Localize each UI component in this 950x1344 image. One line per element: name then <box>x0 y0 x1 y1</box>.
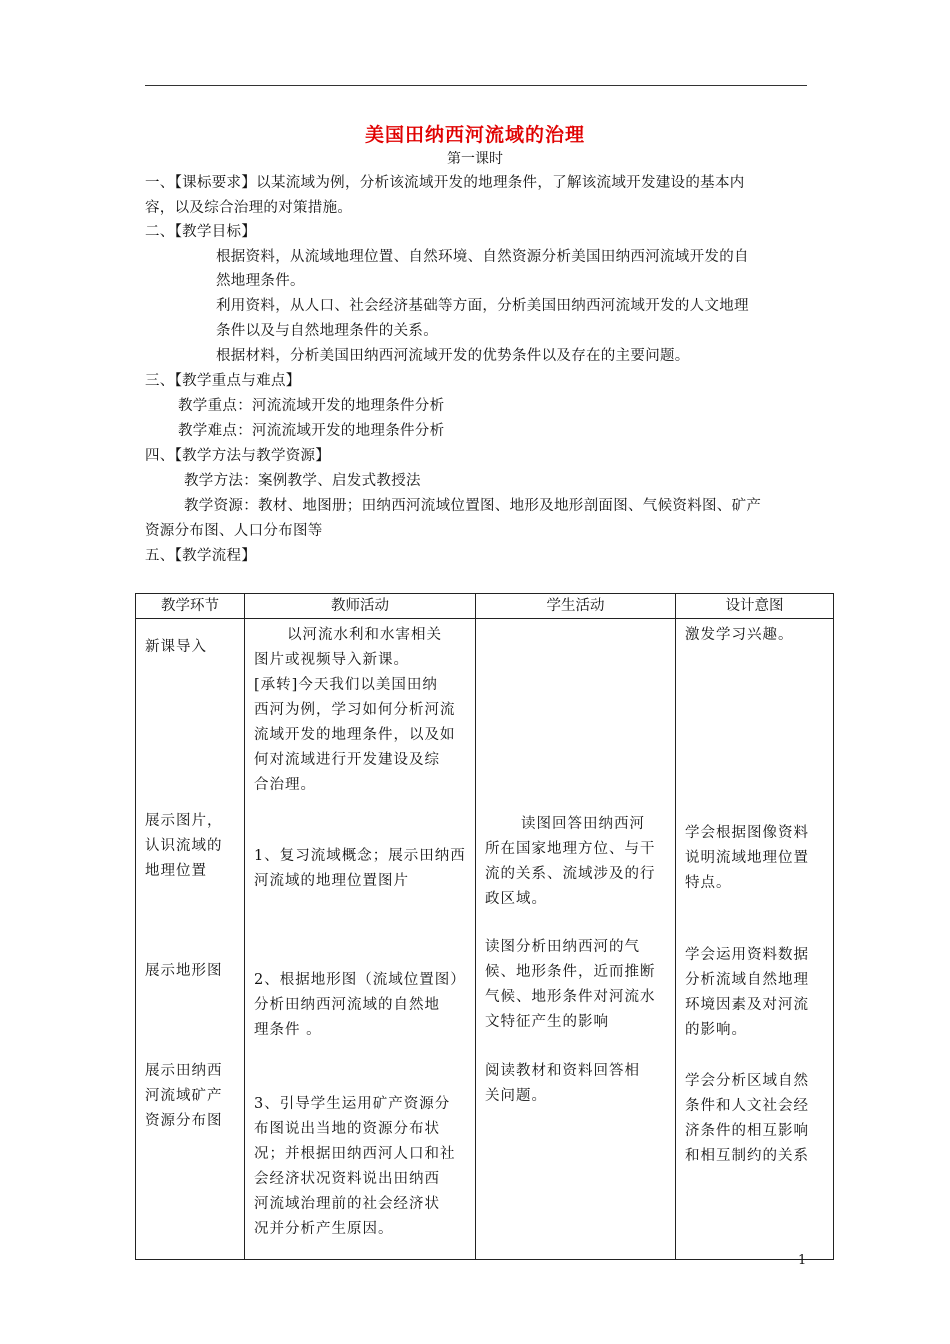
teaching-method: 教学方法：案例教学、启发式教授法 <box>184 473 421 489</box>
header-rule <box>145 85 807 86</box>
teacher-line: 图片或视频导入新课。 <box>254 652 409 668</box>
section-1-line-1: 一、【课标要求】以某流域为例，分析该流域开发的地理条件，了解该流域开发建设的基本内 <box>145 175 745 191</box>
teacher-line: 河流域治理前的社会经济状 <box>254 1196 440 1212</box>
stage-location-line-2: 认识流域的 <box>145 838 223 854</box>
intent-line: 条件和人文社会经 <box>685 1098 809 1114</box>
section-2-heading: 二、【教学目标】 <box>145 224 257 240</box>
stage-location-line-3: 地理位置 <box>145 863 207 879</box>
intent-line: 学会分析区域自然 <box>685 1073 809 1089</box>
intent-line: 和相互制约的关系 <box>685 1148 809 1164</box>
key-point: 教学重点：河流流域开发的地理条件分析 <box>178 398 445 414</box>
objective-2-line-2: 条件以及与自然地理条件的关系。 <box>216 323 438 339</box>
section-5-heading: 五、【教学流程】 <box>145 548 257 564</box>
student-line: 政区域。 <box>485 891 547 907</box>
objective-1-line-1: 根据资料，从流域地理位置、自然环境、自然资源分析美国田纳西河流域开发的自 <box>216 249 749 265</box>
col-header-intent: 设计意图 <box>676 594 834 619</box>
intent-cell <box>676 619 834 1260</box>
stage-location-line-1: 展示图片， <box>145 813 223 829</box>
col-header-teacher: 教师活动 <box>245 594 476 619</box>
student-line: 流的关系、流域涉及的行 <box>485 866 656 882</box>
table-header-row <box>136 594 834 619</box>
stage-terrain: 展示地形图 <box>145 963 223 979</box>
teacher-line: 流域开发的地理条件，以及如 <box>254 727 456 743</box>
section-4-heading: 四、【教学方法与教学资源】 <box>145 448 331 464</box>
student-line: 文特征产生的影响 <box>485 1014 609 1030</box>
stage-minerals-line-1: 展示田纳西 <box>145 1063 223 1079</box>
teacher-line: 1、复习流域概念；展示田纳西 <box>254 848 466 864</box>
student-line: 候、地形条件，近而推断 <box>485 964 656 980</box>
intent-line: 学会运用资料数据 <box>685 947 809 963</box>
objective-1-line-2: 然地理条件。 <box>216 273 305 289</box>
teacher-cell <box>245 619 476 1260</box>
teaching-resources-line-2: 资源分布图、人口分布图等 <box>145 523 323 539</box>
col-header-student: 学生活动 <box>476 594 676 619</box>
student-line: 气候、地形条件对河流水 <box>485 989 656 1005</box>
student-line: 所在国家地理方位、与干 <box>485 841 656 857</box>
teaching-resources-line-1: 教学资源：教材、地图册；田纳西河流域位置图、地形及地形剖面图、气候资料图、矿产 <box>184 498 762 514</box>
teacher-line: 况；并根据田纳西河人口和社 <box>254 1146 456 1162</box>
teacher-line: 理条件 。 <box>254 1022 322 1038</box>
document-subtitle: 第一课时 <box>447 151 503 167</box>
teaching-flow-table <box>135 593 834 1260</box>
teacher-line: 何对流域进行开发建设及综 <box>254 752 440 768</box>
section-3-heading: 三、【教学重点与难点】 <box>145 373 301 389</box>
objective-2-line-1: 利用资料，从人口、社会经济基础等方面，分析美国田纳西河流域开发的人文地理 <box>216 298 749 314</box>
intent-line: 环境因素及对河流 <box>685 997 809 1013</box>
stage-intro: 新课导入 <box>145 639 207 655</box>
teacher-line: 西河为例，学习如何分析河流 <box>254 702 456 718</box>
document-title: 美国田纳西河流域的治理 <box>364 124 585 146</box>
student-line: 阅读教材和资料回答相 <box>485 1063 640 1079</box>
intent-line: 的影响。 <box>685 1022 747 1038</box>
objective-3: 根据材料，分析美国田纳西河流域开发的优势条件以及存在的主要问题。 <box>216 348 690 364</box>
stage-minerals-line-3: 资源分布图 <box>145 1113 223 1129</box>
intent-line: 激发学习兴趣。 <box>685 627 794 643</box>
teacher-line: 2、根据地形图（流域位置图） <box>254 972 466 988</box>
student-cell <box>476 619 676 1260</box>
teacher-line: [承转]今天我们以美国田纳 <box>254 677 438 693</box>
table-row <box>136 619 834 1260</box>
teacher-line: 会经济状况资料说出田纳西 <box>254 1171 440 1187</box>
teacher-line: 以河流水利和水害相关 <box>287 627 442 643</box>
stage-cell <box>136 619 245 1260</box>
page-number: 1 <box>798 1253 807 1268</box>
student-line: 关问题。 <box>485 1088 547 1104</box>
teacher-line: 合治理。 <box>254 777 316 793</box>
intent-line: 学会根据图像资料 <box>685 825 809 841</box>
col-header-stage: 教学环节 <box>136 594 245 619</box>
student-line: 读图分析田纳西河的气 <box>485 939 640 955</box>
intent-line: 济条件的相互影响 <box>685 1123 809 1139</box>
stage-minerals-line-2: 河流域矿产 <box>145 1088 223 1104</box>
intent-line: 说明流域地理位置 <box>685 850 809 866</box>
teacher-line: 布图说出当地的资源分布状 <box>254 1121 440 1137</box>
teacher-line: 3、引导学生运用矿产资源分 <box>254 1096 451 1112</box>
section-1-line-2: 容，以及综合治理的对策措施。 <box>145 200 353 216</box>
teacher-line: 分析田纳西河流域的自然地 <box>254 997 440 1013</box>
intent-line: 特点。 <box>685 875 732 891</box>
teacher-line: 况并分析产生原因。 <box>254 1221 394 1237</box>
difficult-point: 教学难点：河流流域开发的地理条件分析 <box>178 423 445 439</box>
teacher-line: 河流域的地理位置图片 <box>254 873 409 889</box>
student-line: 读图回答田纳西河 <box>521 816 645 832</box>
intent-line: 分析流域自然地理 <box>685 972 809 988</box>
